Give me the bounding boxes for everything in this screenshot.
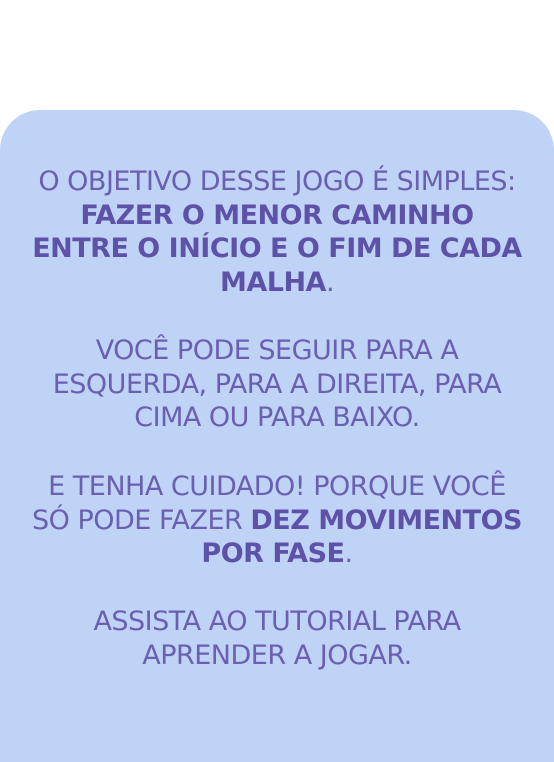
movement-paragraph	[30, 334, 524, 435]
warning-highlight: DEZ MOVIMENTOS POR FASE	[201, 504, 522, 569]
movement-text: VOCÊ PODE SEGUIR PARA A ESQUERDA, PARA A DIREITA, PARA CIMA OU PARA BAIXO.	[52, 335, 502, 433]
tutorial-paragraph	[30, 605, 524, 672]
warning-period: .	[344, 538, 353, 569]
objective-period: .	[325, 266, 335, 298]
objective-highlight: FAZER O MENOR CAMINHO ENTRE O INÍCIO E O FIM DE CADA MALHA	[32, 199, 522, 298]
objective-text: O OBJETIVO DESSE JOGO É SIMPLES:	[38, 166, 516, 197]
warning-text: E TENHA CUIDADO! PORQUE VOCÊ SÓ PODE FAZER	[32, 471, 506, 536]
instructions-card	[0, 110, 554, 762]
tutorial-text: ASSISTA AO TUTORIAL PARA APRENDER A JOGAR.	[93, 606, 461, 671]
objective-paragraph	[30, 165, 524, 299]
warning-paragraph	[30, 470, 524, 571]
